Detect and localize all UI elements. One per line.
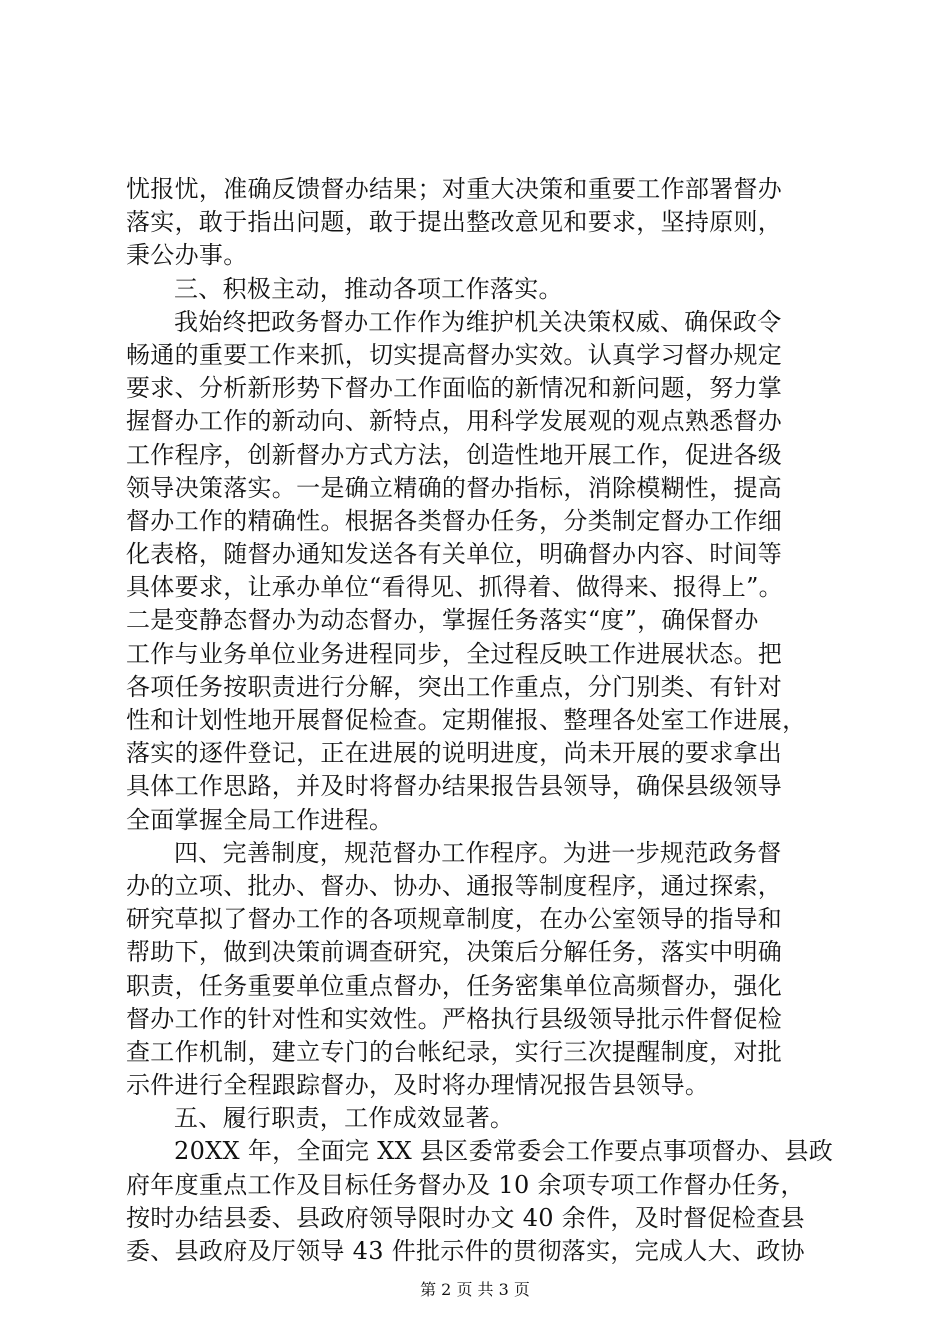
text-line: 化表格，随督办通知发送各有关单位，明确督办内容、时间等 — [126, 540, 783, 569]
text-line: 职责，任务重要单位重点督办，任务密集单位高频督办，强化 — [126, 971, 783, 1000]
text-line: 领导决策落实。一是确立精确的督办指标，消除模糊性，提高 — [126, 473, 783, 502]
text-line: 具体要求，让承办单位“看得见、抓得着、做得来、报得上”。 — [126, 573, 783, 602]
text-line: 握督办工作的新动向、新特点，用科学发展观的观点熟悉督办 — [126, 407, 783, 436]
page-footer — [0, 1280, 950, 1300]
text-line: 秉公办事。 — [126, 241, 248, 270]
text-line: 要求、分析新形势下督办工作面临的新情况和新问题，努力掌 — [126, 374, 783, 403]
text-line: 帮助下，做到决策前调查研究，决策后分解任务，落实中明确 — [126, 938, 783, 967]
text-line: 畅通的重要工作来抓，切实提高督办实效。认真学习督办规定 — [126, 340, 783, 369]
text-line: 查工作机制，建立专门的台帐纪录，实行三次提醒制度，对批 — [126, 1037, 783, 1066]
text-line: 工作程序，创新督办方式方法，创造性地开展工作，促进各级 — [126, 440, 783, 469]
text-line: 按时办结县委、县政府领导限时办文 40 余件，及时督促检查县 — [126, 1203, 805, 1232]
text-line: 二是变静态督办为动态督办，掌握任务落实“度”，确保督办 — [126, 606, 759, 635]
section-heading: 三、积极主动，推动各项工作落实。 — [174, 274, 563, 303]
text-line: 性和计划性地开展督促检查。定期催报、整理各处室工作进展， — [126, 706, 807, 734]
text-line: 忧报忧，准确反馈督办结果；对重大决策和重要工作部署督办 — [126, 175, 783, 203]
text-line: 研究草拟了督办工作的各项规章制度，在办公室领导的指导和 — [126, 905, 783, 934]
text-line: 示件进行全程跟踪督办，及时将办理情况报告县领导。 — [126, 1071, 710, 1100]
text-line: 工作与业务单位业务进程同步，全过程反映工作进展状态。把 — [126, 639, 783, 668]
text-line: 落实的逐件登记，正在进展的说明进度，尚未开展的要求拿出 — [126, 739, 783, 768]
section-heading: 五、履行职责，工作成效显著。 — [174, 1104, 515, 1133]
text-line: 督办工作的针对性和实效性。严格执行县级领导批示件督促检 — [126, 1004, 783, 1033]
page-number: 第 2 页 共 3 页 — [420, 1280, 530, 1299]
text-line: 具体工作思路，并及时将督办结果报告县领导，确保县级领导 — [126, 772, 783, 801]
section-heading: 四、完善制度，规范督办工作程序。为进一步规范政务督 — [174, 838, 782, 867]
text-line: 全面掌握全局工作进程。 — [126, 805, 394, 834]
text-line: 督办工作的精确性。根据各类督办任务，分类制定督办工作细 — [126, 506, 783, 535]
text-line: 我始终把政务督办工作作为维护机关决策权威、确保政令 — [174, 307, 782, 336]
text-line: 落实，敢于指出问题，敢于提出整改意见和要求，坚持原则， — [126, 208, 783, 237]
text-line: 各项任务按职责进行分解，突出工作重点，分门别类、有针对 — [126, 672, 783, 701]
text-line: 府年度重点工作及目标任务督办及 10 余项专项工作督办任务， — [126, 1170, 805, 1199]
document-body — [126, 173, 838, 1268]
text-line: 委、县政府及厅领导 43 件批示件的贯彻落实，完成人大、政协 — [126, 1237, 805, 1265]
text-line: 20XX 年，全面完 XX 县区委常委会工作要点事项督办、县政 — [174, 1137, 834, 1166]
text-line: 办的立项、批办、督办、协办、通报等制度程序，通过探索， — [126, 871, 783, 900]
